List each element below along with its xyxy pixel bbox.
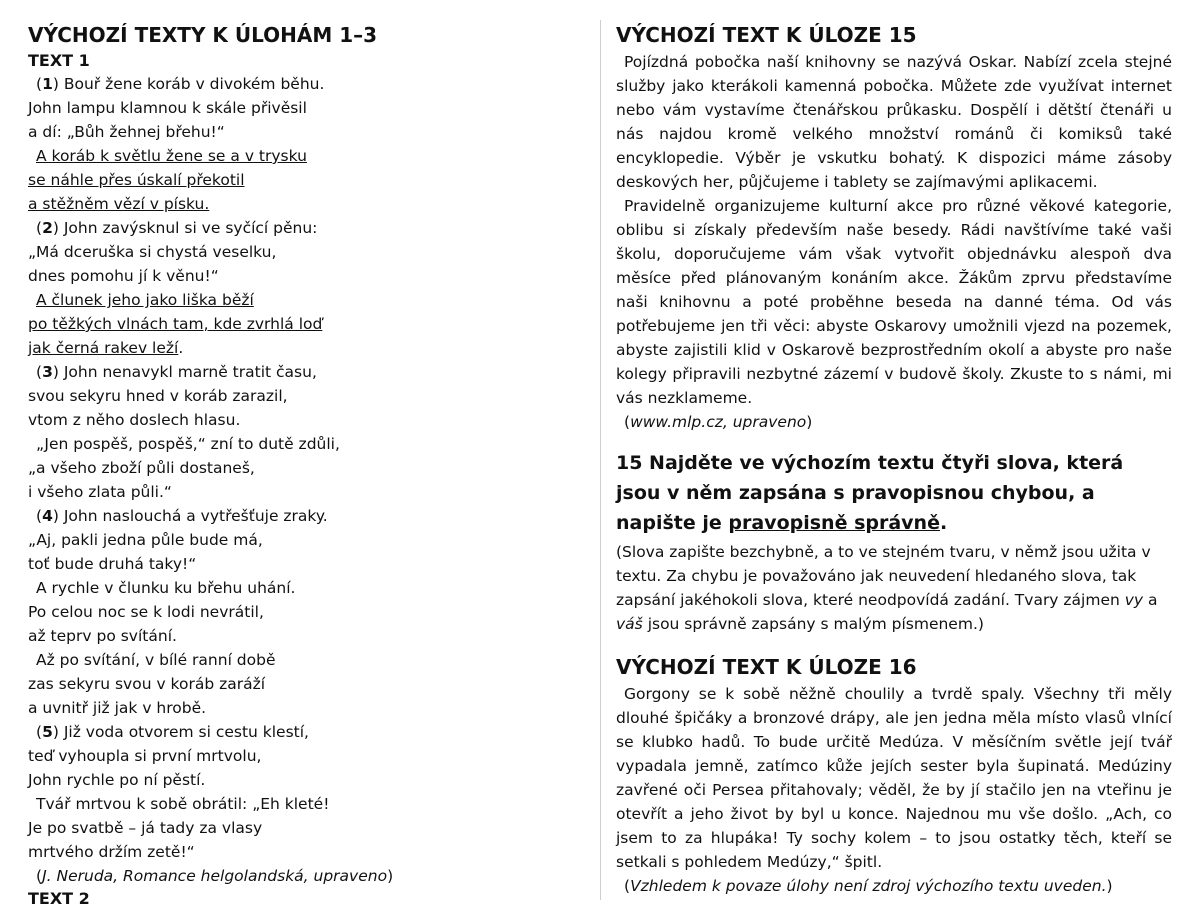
underlined-line-text: A koráb k světlu žene se a v trysku [36,147,307,165]
poem-line [28,744,588,768]
poem-line [28,312,588,336]
line-text: zas sekyru svou v koráb zaráží [28,675,266,693]
column-divider [600,20,601,900]
line-text: John rychle po ní pěstí. [28,771,206,789]
line-text: toť bude druhá taky!“ [28,555,197,573]
text15-source [616,410,1172,434]
paren-open: ( [624,413,631,431]
poem [28,72,588,864]
paren-close: ) [1106,877,1113,895]
note-word-vy: vy [1124,591,1144,609]
paren-close: ) [806,413,813,431]
stanza-paren: ( [36,507,43,525]
poem-line [28,840,588,864]
source-citation: www.mlp.cz, upraveno [630,413,807,431]
line-text: John lampu klamnou k skále přivěsil [28,99,307,117]
text15-paragraph-1: Pojízdná pobočka naší knihovny se nazývá Oskar. Nabízí zcela stejné služby jako kterákoli kamenná pobočka. Můžete zde využívat internet nebo vám vystavíme čtenářskou průkasku. Dospělí i dětští čtenáři u nás najdou kromě velkého množství románů či komiksů také encyklopedie. Výběr je vskutku bohatý. K dispozici máme zásoby deskových her, půjčujeme i tablety se zajímavými aplikacemi. [616,53,1172,191]
line-text: a uvnitř již jak v hrobě. [28,699,207,717]
poem-line [28,672,588,696]
poem-line [28,240,588,264]
poem-line [28,192,588,216]
poem-line [28,216,588,240]
poem-line [28,408,588,432]
line-tail: . [178,339,184,357]
poem-source [28,864,588,888]
stanza-number: 1 [42,75,53,93]
underlined-line-text: po těžkých vlnách tam, kde zvrhlá loď [28,315,323,333]
heading-text-16: VÝCHOZÍ TEXT K ÚLOZE 16 [616,655,917,679]
text16-source [616,874,1172,898]
text16-paragraph: Gorgony se k sobě něžně choulily a tvrdě spaly. Všechny tři měly dlouhé špičáky a bronzové drápy, ale jen jedna měla místo vlasů vlnící se klubko hadů. To bude určitě Medúza. V měsíčním světle její tvář vypadala jemně, zatímco kůže jejích sester byla šupinatá. Medúziny zavřené oči Persea přitahovaly; věděl, že by jí stačilo jen na vteřinu je otevřít a jeho život by byl u konce. Najednou mu vše došlo. „Ach, co jsem to za hlupáka! Ty sochy kolem – to jsou ostatky těch, kteří se setkali s pohledem Medúzy,“ špitl. [616,685,1172,871]
text1-title: TEXT 1 [28,51,90,70]
line-text: i všeho zlata půli.“ [28,483,172,501]
line-text: ) Bouř žene koráb v divokém běhu. [52,75,325,93]
stanza-paren: ( [36,723,43,741]
underlined-line-text: a stěžněm vězí v písku. [28,195,210,213]
stanza-number: 3 [42,363,53,381]
heading-texts-1-3: VÝCHOZÍ TEXTY K ÚLOHÁM 1–3 [28,23,378,47]
poem-line [28,696,588,720]
poem-line [28,456,588,480]
left-column [28,0,588,910]
source-line [28,864,588,888]
line-text: dnes pomohu jí k věnu!“ [28,267,219,285]
note-text-b: jsou správně zapsány s malým písmenem.) [647,615,984,633]
stanza-number: 4 [42,507,53,525]
line-text: teď vyhoupla si první mrtvolu, [28,747,262,765]
line-text: ) John naslouchá a vytřešťuje zraky. [52,507,328,525]
line-text: A rychle v člunku ku břehu uhání. [36,579,296,597]
text15-paragraph-2: Pravidelně organizujeme kulturní akce pro různé věkové kategorie, oblibu si získaly především naše besedy. Rádi navštívíme také vaši školu, doporučujeme vám však vytvořit objednávku alespoň dva měsíce před plánovaným konáním akce. Žákům zprvu představíme naši knihovnu a poté proběhne beseda na danné téma. Od vás potřebujeme jen tři věci: abyste Oskarovy umožnili vjezd na pozemek, abyste zajistili klid v Oskarově bezprostředním okolí a abyste pro naše kolegy připravili nezbytné zázemí v budově školy. Zkuste to s námi, mi vás nezklameme. [616,197,1172,407]
poem-line [28,432,588,456]
line-text: ) Již voda otvorem si cestu klestí, [52,723,309,741]
line-text: „Má dceruška si chystá veselku, [28,243,277,261]
poem-line [28,96,588,120]
poem-line [28,792,588,816]
line-text: „Jen pospěš, pospěš,“ zní to dutě zdůli, [36,435,340,453]
line-text: mrtvého držím zetě!“ [28,843,195,861]
poem-line [28,600,588,624]
poem-line [28,576,588,600]
heading-text-15: VÝCHOZÍ TEXT K ÚLOZE 15 [616,23,917,47]
source-citation: J. Neruda, Romance helgolandská, upraveno [42,867,388,885]
line-text: Až po svítání, v bílé ranní době [36,651,276,669]
stanza-paren: ( [36,219,43,237]
poem-line [28,504,588,528]
stanza-paren: ( [36,363,43,381]
poem-line [28,360,588,384]
line-text: a dí: „Bůh žehnej břehu!“ [28,123,225,141]
poem-line [28,120,588,144]
task-15-period: . [939,512,948,534]
line-text: až teprv po svítání. [28,627,177,645]
poem-line [28,720,588,744]
paren-open: ( [624,877,631,895]
poem-line [28,384,588,408]
underlined-line-text: jak černá rakev leží [28,339,179,357]
line-text: Je po svatbě – já tady za vlasy [28,819,263,837]
poem-line [28,480,588,504]
paren-close: ) [387,867,394,885]
poem-line [28,528,588,552]
underlined-line-text: A člunek jeho jako liška běží [36,291,254,309]
line-text: Tvář mrtvou k sobě obrátil: „Eh kleté! [36,795,330,813]
line-text: ) John zavýsknul si ve syčící pěnu: [52,219,318,237]
line-text: Po celou noc se k lodi nevrátil, [28,603,264,621]
line-text: ) John nenavykl marně tratit času, [52,363,317,381]
line-text: „Aj, pakli jedna půle bude má, [28,531,263,549]
note-word-vas: váš [616,615,643,633]
line-text: vtom z něho doslech hlasu. [28,411,241,429]
task-15-note [616,540,1172,636]
task-15-instruction [616,448,1172,538]
poem-line [28,552,588,576]
poem-line [28,648,588,672]
underlined-line-text: se náhle přes úskalí překotil [28,171,245,189]
task-15-emphasis: pravopisně správně [728,512,940,534]
note-text-a: (Slova zapište bezchybně, a to ve stejném tvaru, v němž jsou užita v textu. Za chybu je považováno jak neuvedení hledaného slova, tak zapsání jakéhokoli slova, které neodpovídá zadání. Tvary zájmen [616,543,1151,609]
note-word-and: a [1148,591,1158,609]
stanza-paren: ( [36,75,43,93]
stanza-number: 5 [42,723,53,741]
poem-line [28,336,588,360]
poem-line [28,288,588,312]
text2-title: TEXT 2 [28,889,90,908]
poem-line [28,816,588,840]
right-column [616,0,1172,898]
poem-line [28,768,588,792]
poem-line [28,624,588,648]
stanza-number: 2 [42,219,53,237]
line-text: „a všeho zboží půli dostaneš, [28,459,255,477]
poem-line [28,264,588,288]
task-15-text: 15 Najděte ve výchozím textu čtyři slova, která jsou v něm zapsána s pravopisnou chybou, a napište je [616,452,1124,534]
poem-line [28,72,588,96]
source-citation: Vzhledem k povaze úlohy není zdroj výchozího textu uveden. [630,877,1107,895]
paren-open: ( [36,867,43,885]
poem-line [28,168,588,192]
poem-line [28,144,588,168]
line-text: svou sekyru hned v koráb zarazil, [28,387,288,405]
